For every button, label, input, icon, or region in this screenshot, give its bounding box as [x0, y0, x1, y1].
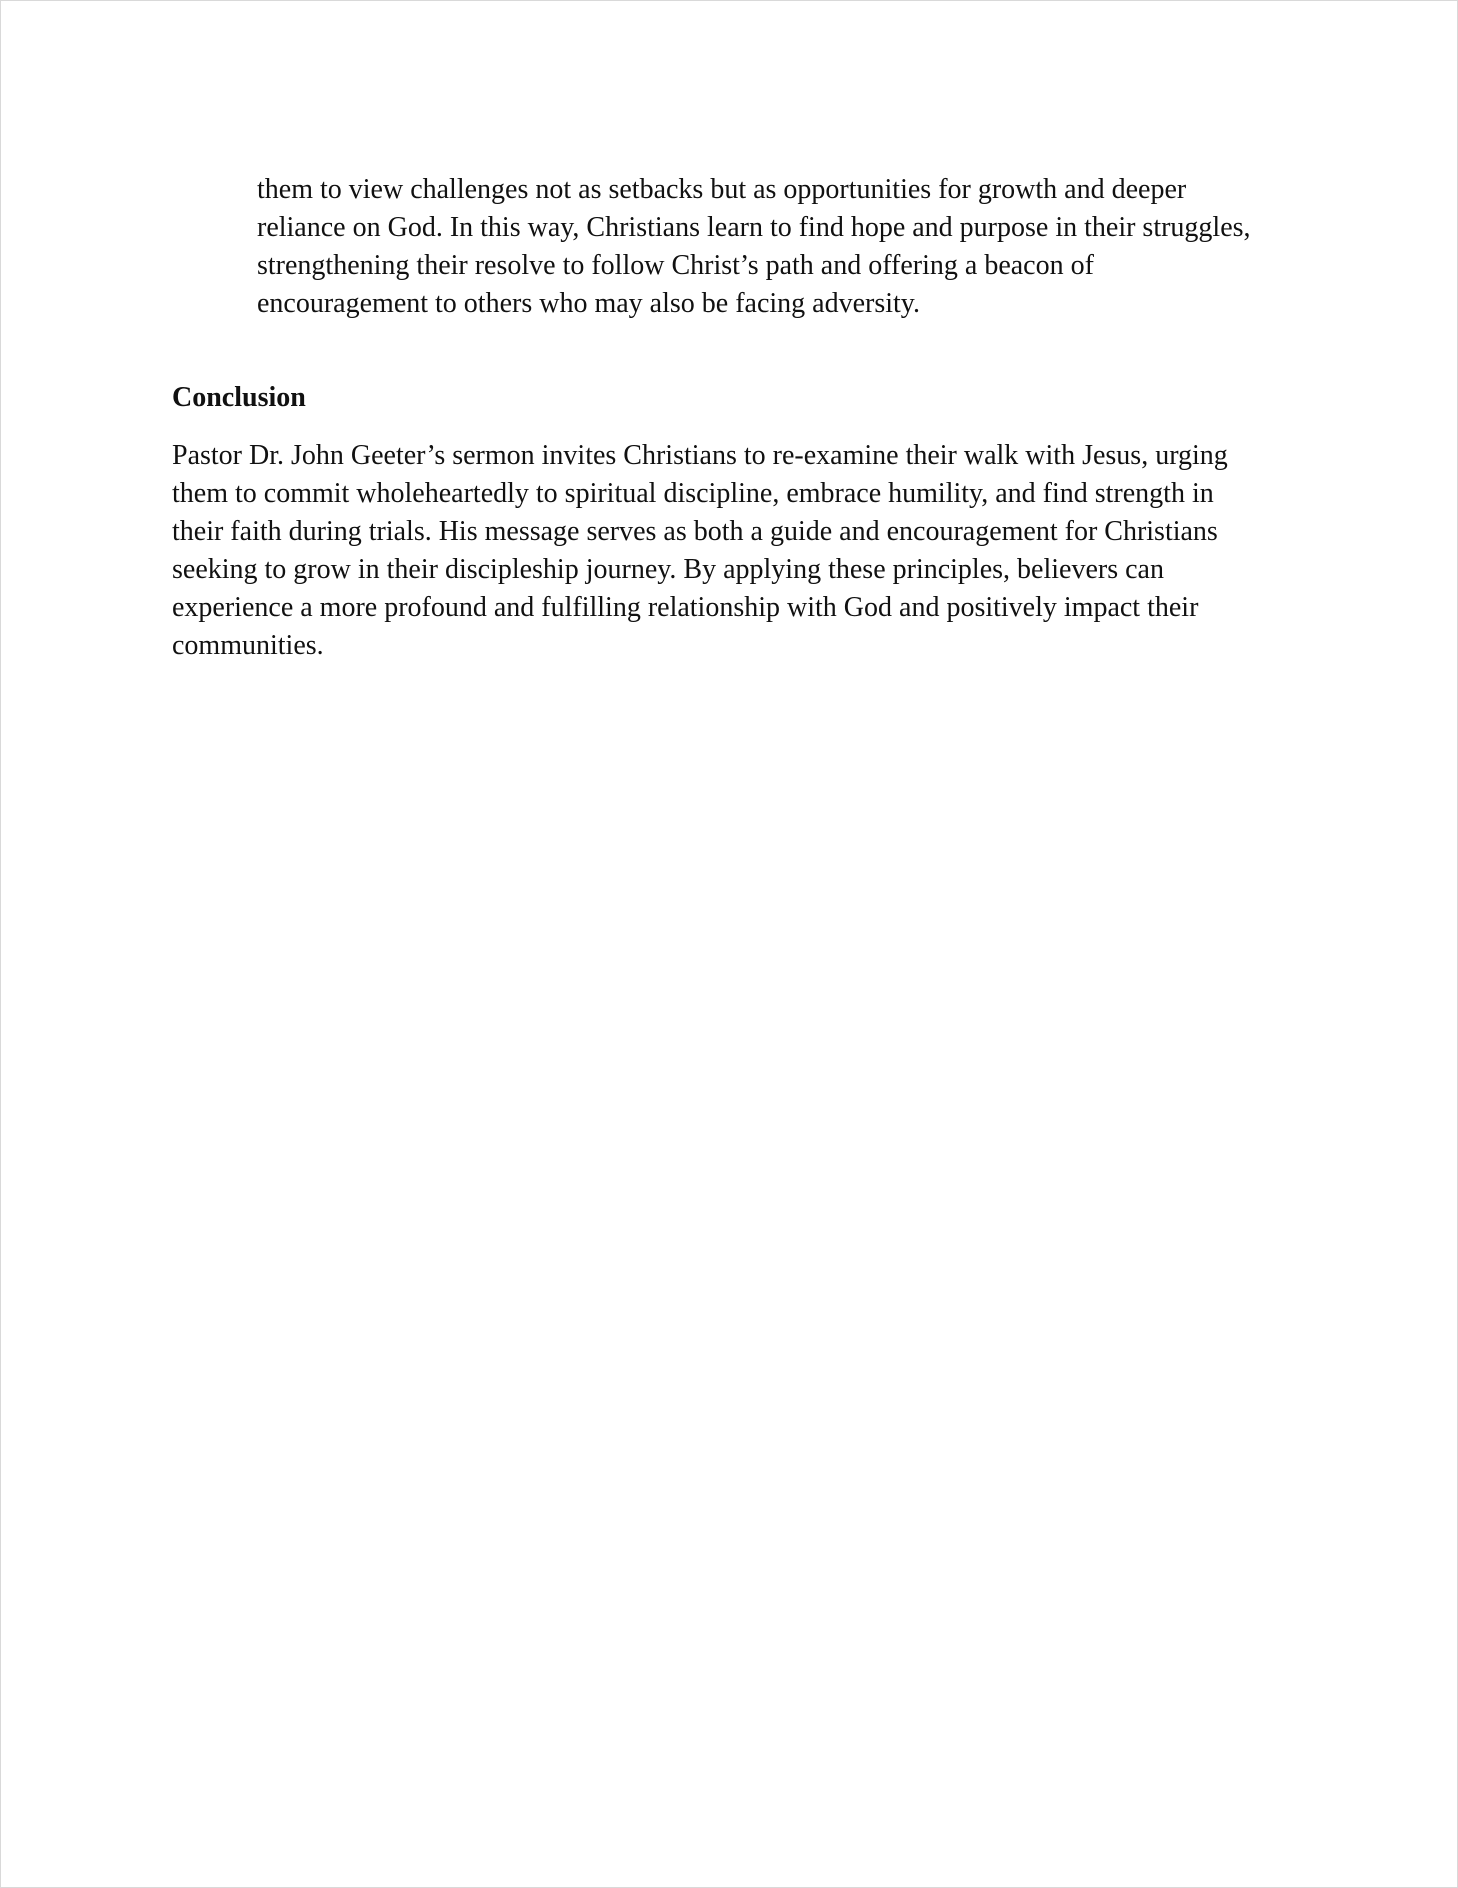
conclusion-paragraph — [172, 437, 1282, 665]
paragraph-line: seeking to grow in their discipleship journey. By applying these principles, believers can — [172, 554, 1164, 585]
conclusion-heading: Conclusion — [172, 382, 306, 413]
paragraph-line: reliance on God. In this way, Christians learn to find hope and purpose in their struggles, — [257, 212, 1251, 243]
paragraph-line: their faith during trials. His message serves as both a guide and encouragement for Christians — [172, 516, 1218, 547]
paragraph-line: strengthening their resolve to follow Christ’s path and offering a beacon of — [257, 250, 1094, 281]
continued-paragraph — [257, 171, 1307, 323]
paragraph-line: Pastor Dr. John Geeter’s sermon invites Christians to re-examine their walk with Jesus, urging — [172, 440, 1228, 471]
paragraph-line: encouragement to others who may also be facing adversity. — [257, 288, 920, 319]
paragraph-line: them to commit wholeheartedly to spiritual discipline, embrace humility, and find strength in — [172, 478, 1214, 509]
paragraph-line: experience a more profound and fulfilling relationship with God and positively impact their — [172, 592, 1199, 623]
paragraph-line: them to view challenges not as setbacks but as opportunities for growth and deeper — [257, 174, 1187, 205]
paragraph-line: communities. — [172, 630, 324, 661]
